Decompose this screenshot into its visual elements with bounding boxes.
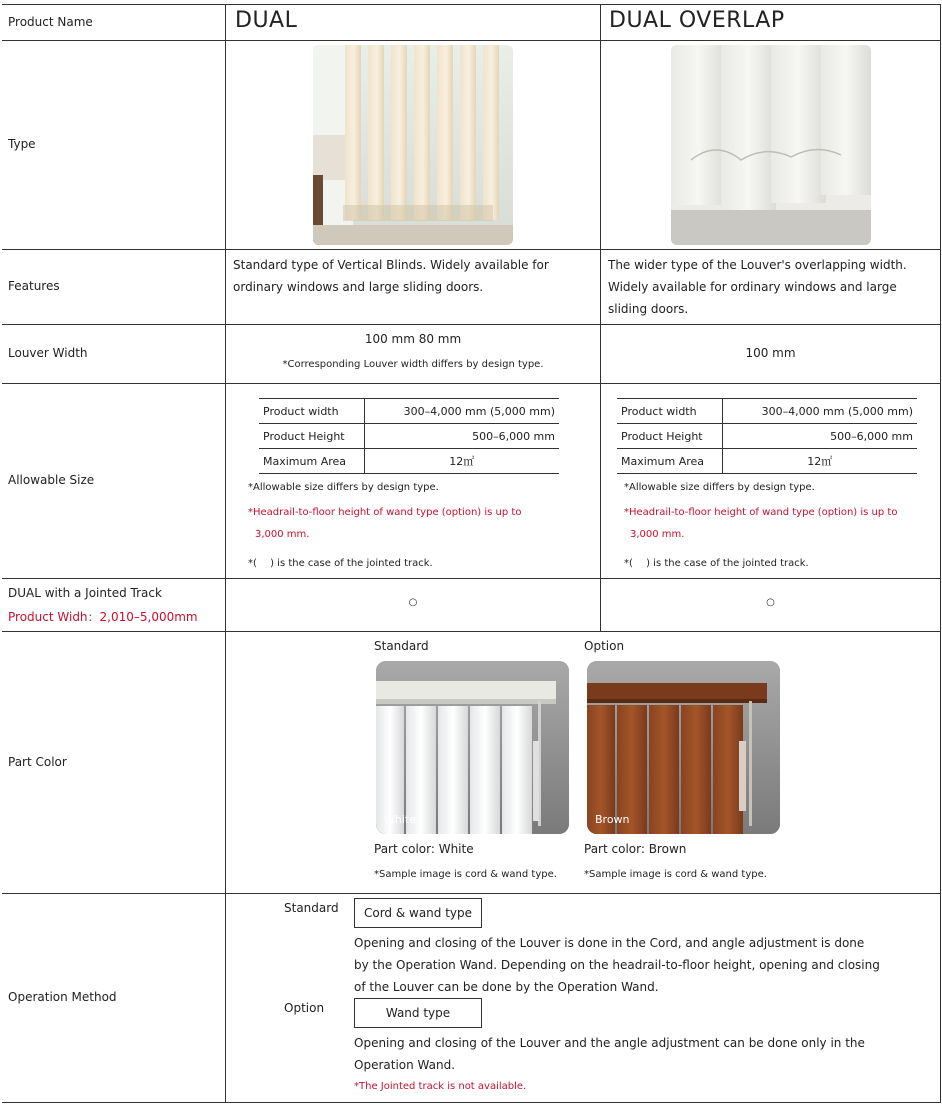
size-value: 500–6,000 mm [364, 424, 559, 449]
table-row [617, 424, 917, 449]
size-value: 12㎡ [722, 449, 917, 474]
size-note: *( ) is the case of the jointed track. [624, 558, 809, 569]
row-label-jointed-track: DUAL with a Jointed Track [8, 586, 162, 600]
grid-line [600, 4, 601, 631]
row-label-allowable-size: Allowable Size [8, 473, 95, 487]
grid-line [2, 893, 940, 894]
row-label-jointed-track-width: Product Widh：2,010–5,000mm [8, 610, 198, 624]
size-key: Product width [617, 399, 722, 424]
size-note-red: 3,000 mm. [255, 529, 310, 540]
row-label-type: Type [8, 137, 36, 151]
grid-line [2, 1102, 940, 1103]
row-label-features: Features [8, 279, 60, 293]
white-sample-note: *Sample image is cord & wand type. [374, 869, 557, 880]
size-note-red: *Headrail-to-floor height of wand type (option) is up to [248, 507, 522, 518]
dual-features-line: ordinary windows and large sliding doors. [233, 280, 484, 294]
grid-line [940, 4, 941, 1103]
dual-blind-photo [313, 45, 513, 245]
size-key: Product Height [617, 424, 722, 449]
brown-part-color-photo [587, 661, 780, 834]
dual-features-line: Standard type of Vertical Blinds. Widely available for [233, 258, 549, 272]
dual-jointed-mark: ○ [408, 597, 418, 608]
dual-overlap-features-line: Widely available for ordinary windows and large [608, 280, 897, 294]
part-color-option-heading: Option [584, 639, 625, 653]
size-key: Maximum Area [617, 449, 722, 474]
size-key: Product width [259, 399, 364, 424]
dual-louver-width: 100 mm 80 mm [364, 332, 462, 346]
product-name-dual-overlap: DUAL OVERLAP [609, 8, 785, 33]
brown-caption: Part color: Brown [584, 842, 687, 856]
wand-type-box: Wand type [354, 998, 482, 1028]
size-note: *Allowable size differs by design type. [248, 482, 439, 493]
size-key: Maximum Area [259, 449, 364, 474]
operation-standard-label: Standard [284, 901, 339, 915]
size-value: 300–4,000 mm (5,000 mm) [722, 399, 917, 424]
dual-features [233, 254, 593, 298]
row-label-operation-method: Operation Method [8, 990, 117, 1004]
size-key: Product Height [259, 424, 364, 449]
dual-size-table [259, 398, 559, 474]
size-note-red: *Headrail-to-floor height of wand type (option) is up to [624, 507, 898, 518]
cord-wand-type-box: Cord & wand type [354, 898, 482, 928]
operation-option-label: Option [284, 1001, 325, 1015]
part-color-standard-heading: Standard [374, 639, 429, 653]
grid-line [2, 324, 940, 325]
table-row [259, 399, 559, 424]
grid-line [225, 4, 226, 1103]
table-row [617, 449, 917, 474]
dual-overlap-blind-photo [671, 45, 871, 245]
table-row [617, 399, 917, 424]
option-note: *The Jointed track is not available. [354, 1081, 527, 1092]
description-line: of the Louver can be done by the Operation Wand. [354, 980, 659, 994]
size-value: 12㎡ [364, 449, 559, 474]
size-value: 300–4,000 mm (5,000 mm) [364, 399, 559, 424]
white-part-color-photo [376, 661, 569, 834]
size-note: *( ) is the case of the jointed track. [248, 558, 433, 569]
grid-line [2, 631, 940, 632]
size-value: 500–6,000 mm [722, 424, 917, 449]
row-label-product-name: Product Name [8, 15, 93, 29]
grid-line [2, 249, 940, 250]
white-caption: Part color: White [374, 842, 474, 856]
option-description [354, 1032, 934, 1076]
product-name-dual: DUAL [235, 8, 298, 33]
description-line: Opening and closing of the Louver is done in the Cord, and angle adjustment is done [354, 936, 865, 950]
dual-overlap-size-table [617, 398, 917, 474]
row-label-louver-width: Louver Width [8, 346, 88, 360]
table-row [259, 424, 559, 449]
size-note: *Allowable size differs by design type. [624, 482, 815, 493]
white-tag: White [384, 813, 416, 826]
row-label-part-color: Part Color [8, 755, 67, 769]
grid-line [2, 578, 940, 579]
dual-overlap-features-line: The wider type of the Louver's overlapping width. [608, 258, 907, 272]
dual-overlap-features-line: sliding doors. [608, 302, 689, 316]
dual-louver-note: *Corresponding Louver width differs by design type. [282, 359, 544, 370]
brown-tag: Brown [595, 813, 630, 826]
grid-line [2, 383, 940, 384]
table-row [259, 449, 559, 474]
description-line: Operation Wand. [354, 1058, 456, 1072]
dual-overlap-features [608, 254, 938, 320]
dual-overlap-jointed-mark: ○ [766, 597, 775, 608]
brown-sample-note: *Sample image is cord & wand type. [584, 869, 767, 880]
description-line: Opening and closing of the Louver and the angle adjustment can be done only in the [354, 1036, 865, 1050]
dual-overlap-louver-width: 100 mm [745, 346, 796, 360]
standard-description [354, 932, 934, 998]
grid-line [2, 40, 940, 41]
size-note-red: 3,000 mm. [630, 529, 685, 540]
description-line: by the Operation Wand. Depending on the headrail-to-floor height, opening and closing [354, 958, 880, 972]
grid-line [2, 4, 940, 5]
